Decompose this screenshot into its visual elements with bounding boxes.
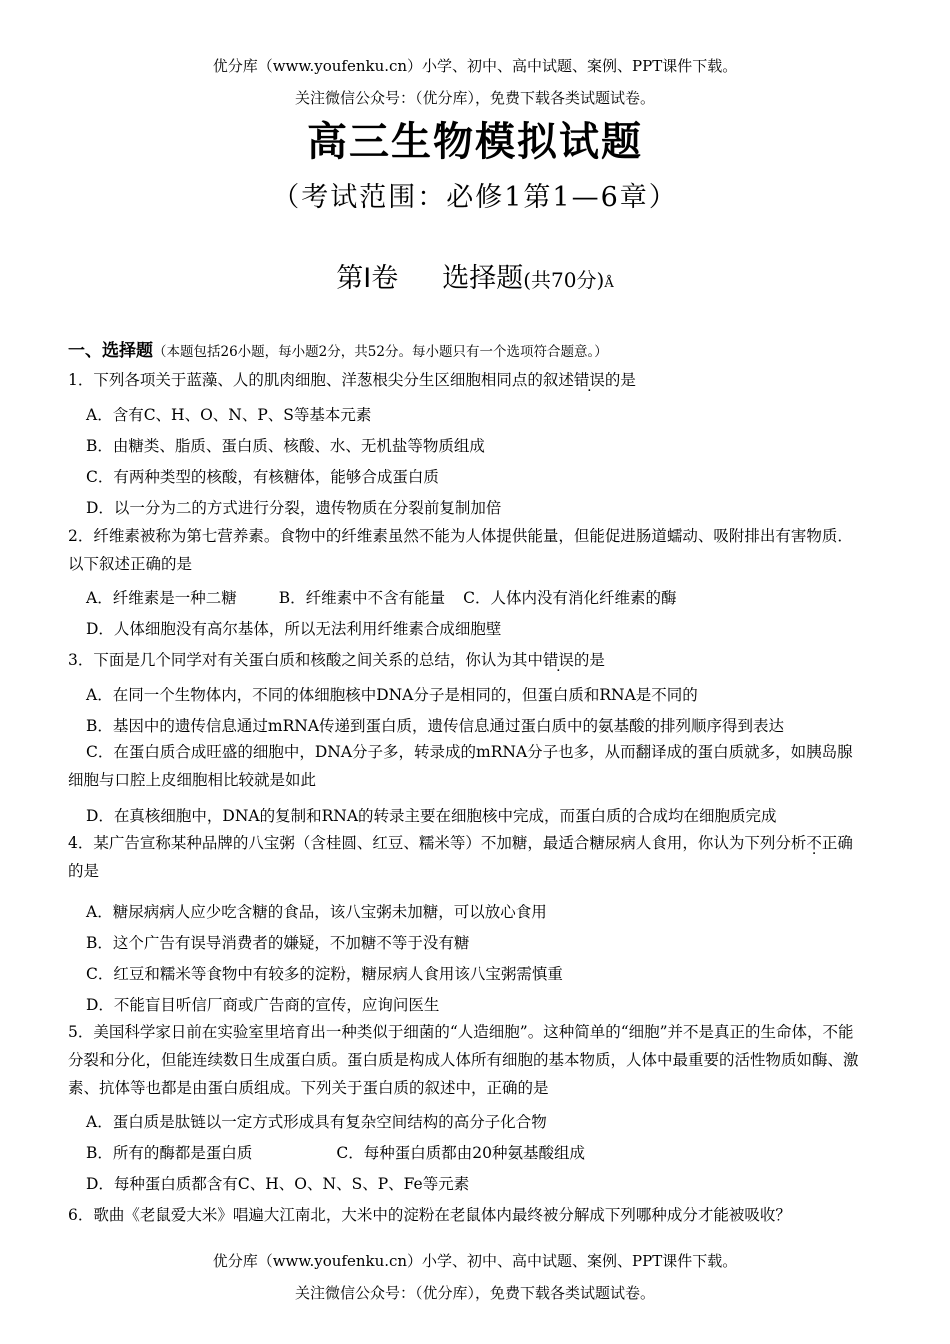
q2-option-d: D．人体细胞没有高尔基体，所以无法利用纤维素合成细胞壁 [86,620,502,638]
header-line-1: 优分库（www.youfenku.cn）小学、初中、高中试题、案例、PPT课件下载。 [212,57,738,75]
q3-option-b: B．基因中的遗传信息通过mRNA传递到蛋白质，遗传信息通过蛋白质中的氨基酸的排列顺序得到表达 [86,717,785,735]
q4-option-c: C．红豆和糯米等食物中有较多的淀粉，糖尿病人食用该八宝粥需慎重 [86,965,563,983]
question-1-stem: 1．下列各项关于蓝藻、人的肌肉细胞、洋葱根尖分生区细胞相同点的叙述错误的是 [68,371,636,389]
q5-option-a: A．蛋白质是肽链以一定方式形成具有复杂空间结构的高分子化合物 [86,1113,547,1131]
page-title: 高三生物模拟试题 [307,119,643,165]
section-header [68,336,868,361]
volume-mark: Å [604,276,614,291]
section-heading: 一、选择题 [68,341,153,361]
footer-line-2: 关注微信公众号：（优分库），免费下载各类试题试卷。 [294,1284,655,1302]
section-note: （本题包括26小题，每小题2分，共52分。每小题只有一个选项符合题意。） [153,344,608,360]
header-line-2: 关注微信公众号：（优分库），免费下载各类试题试卷。 [294,89,655,107]
q5-options-row [86,1141,886,1163]
q4-option-a: A．糖尿病病人应少吃含糖的食品，该八宝粥未加糖，可以放心食用 [86,903,547,921]
emphasis-mark: 错误 [573,371,605,389]
question-6-stem: 6．歌曲《老鼠爱大米》唱遍大江南北，大米中的淀粉在老鼠体内最终被分解成下列哪种成分才能被吸收？ [68,1206,791,1224]
emphasis-mark: 不 [806,834,822,852]
q1-option-b: B．由糖类、脂质、蛋白质、核酸、水、无机盐等物质组成 [86,437,485,455]
question-4-stem: 4．某广告宣称某种品牌的八宝粥（含桂圆、红豆、糯米等）不加糖，最适合糖尿病人食用，你认为下列分析不正确的是 [68,834,853,880]
q3-option-a: A．在同一个生物体内，不同的体细胞核中DNA分子是相同的，但蛋白质和RNA是不同的 [86,686,698,704]
volume-name: 选择题 [442,263,524,294]
q3-option-c: C．在蛋白质合成旺盛的细胞中，DNA分子多，转录成的mRNA分子也多，从而翻译成的蛋白质就多，如胰岛腺细胞与口腔上皮细胞相比较就是如此 [68,743,853,789]
footer-line-1: 优分库（www.youfenku.cn）小学、初中、高中试题、案例、PPT课件下载。 [212,1252,738,1270]
q1-option-c: C．有两种类型的核酸，有核糖体，能够合成蛋白质 [86,468,439,486]
q2-option-a: A．纤维素是一种二糖 [86,589,237,607]
q4-option-d: D．不能盲目听信厂商或广告商的宣传，应询问医生 [86,996,440,1014]
question-5-stem: 5．美国科学家日前在实验室里培育出一种类似于细菌的“人造细胞”。这种简单的“细胞”并不是真正的生命体，不能分裂和分化，但能连续数日生成蛋白质。蛋白质是构成人体所有细胞的基本物质，人体中最重要的活性物质如酶、激素、抗体等也都是由蛋白质组成。下列关于蛋白质的叙述中，正确的是 [68,1023,859,1097]
q5-option-d: D．每种蛋白质都含有C、H、O、N、S、P、Fe等元素 [86,1175,470,1193]
volume-heading [0,256,950,295]
q1-option-a: A．含有C、H、O、N、P、S等基本元素 [86,406,372,424]
volume-score: (共70分) [523,268,605,292]
q5-option-c: C．每种蛋白质都由20种氨基酸组成 [336,1144,585,1162]
page-subtitle: （考试范围：必修1第1—6章） [272,182,678,213]
q1-option-d: D．以一分为二的方式进行分裂，遗传物质在分裂前复制加倍 [86,499,502,517]
q5-option-b: B．所有的酶都是蛋白质 [86,1144,253,1162]
emphasis-mark: 错误 [542,651,574,669]
q3-option-d: D．在真核细胞中，DNA的复制和RNA的转录主要在细胞核中完成，而蛋白质的合成均在细胞质完成 [86,807,777,825]
q2-option-b: B．纤维素中不含有能量 [278,589,446,607]
q2-options-row [86,586,886,608]
q4-option-b: B．这个广告有误导消费者的嫌疑，不加糖不等于没有糖 [86,934,470,952]
question-3-stem: 3．下面是几个同学对有关蛋白质和核酸之间关系的总结，你认为其中错误的是 [68,651,605,669]
volume-label: 第Ⅰ卷 [336,263,399,294]
q2-option-c: C．人体内没有消化纤维素的酶 [463,589,677,607]
question-2-stem: 2．纤维素被称为第七营养素。食物中的纤维素虽然不能为人体提供能量，但能促进肠道蠕动、吸附排出有害物质．以下叙述正确的是 [68,527,853,573]
